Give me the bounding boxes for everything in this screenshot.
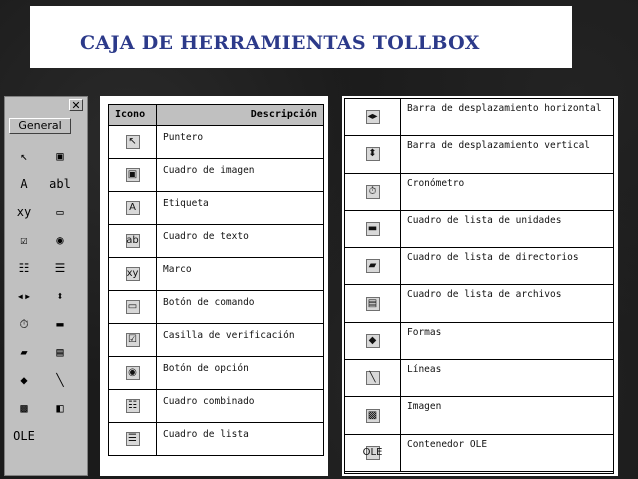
combobox-icon[interactable] (9, 255, 39, 281)
icon-cell (109, 324, 157, 356)
icon-cell (109, 225, 157, 257)
table-row (108, 258, 324, 291)
listbox-icon-glyph: ☰ (54, 261, 66, 275)
table-row (108, 225, 324, 258)
controls-table-right (342, 96, 618, 476)
table-row (108, 291, 324, 324)
icon-cell (345, 435, 401, 471)
command-button-icon[interactable] (45, 199, 75, 225)
icon-cell (109, 126, 157, 158)
icon-cell (109, 159, 157, 191)
table-row (108, 126, 324, 159)
listbox-icon: ☰ (126, 432, 140, 446)
table-row (345, 211, 613, 248)
icon-cell (345, 211, 401, 247)
description-cell: Puntero (163, 132, 204, 143)
filelist-icon-glyph: ▤ (56, 345, 64, 359)
timer-icon-glyph: ⏱ (19, 316, 29, 331)
command-button-icon-glyph: ▭ (56, 205, 64, 219)
checkbox-icon[interactable] (9, 227, 39, 253)
image-icon[interactable] (9, 395, 39, 421)
description-cell: Marco (163, 264, 192, 275)
description-cell: Cuadro de lista de archivos (407, 289, 562, 301)
description-cell: Formas (407, 326, 442, 338)
drivelist-icon[interactable] (45, 311, 75, 337)
icon-cell (109, 291, 157, 323)
drivelist-icon-glyph: ▬ (56, 317, 64, 331)
icon-cell (345, 174, 401, 210)
table-row (108, 159, 324, 192)
option-button-icon[interactable] (45, 227, 75, 253)
close-icon[interactable]: ✕ (69, 99, 83, 111)
icon-cell (109, 423, 157, 455)
table-row (108, 357, 324, 390)
table-row (108, 192, 324, 225)
toolbox-tools (9, 143, 85, 449)
pointer-icon: ↖ (126, 135, 140, 149)
ole-icon: OLE (362, 446, 383, 458)
image-icon-glyph: ▩ (20, 401, 28, 415)
checkbox-icon: ☑ (126, 333, 140, 347)
vscrollbar-icon-glyph: ⬍ (56, 289, 64, 303)
hscrollbar-icon: ◂▸ (367, 111, 378, 123)
table-row (345, 360, 613, 397)
timer-icon[interactable] (9, 311, 39, 337)
textbox-icon: ab (126, 235, 139, 246)
icon-cell (345, 360, 401, 396)
frame-icon-glyph: xy (16, 205, 32, 219)
picture-icon-glyph: ▣ (56, 149, 64, 163)
shape-icon: ◆ (366, 334, 380, 348)
timer-icon: ⏱ (366, 185, 380, 199)
description-cell: Cronómetro (407, 177, 465, 189)
description-cell: Cuadro de lista de directorios (407, 252, 579, 264)
table-header (108, 104, 324, 126)
ole-icon[interactable] (9, 423, 39, 449)
listbox-icon[interactable] (45, 255, 75, 281)
option-button-icon: ◉ (126, 366, 140, 380)
textbox-icon[interactable] (45, 171, 75, 197)
toolbox-window (4, 96, 88, 476)
icon-cell (109, 192, 157, 224)
table-row (108, 324, 324, 357)
icon-cell (109, 357, 157, 389)
description-cell: Etiqueta (163, 198, 209, 209)
icon-cell (345, 99, 401, 135)
drivelist-icon: ▬ (366, 222, 380, 236)
page-title: CAJA DE HERRAMIENTAS TOLLBOX (80, 32, 480, 54)
data-icon-glyph: ◧ (56, 401, 64, 415)
table-row (345, 248, 613, 285)
icon-cell (345, 397, 401, 433)
icon-cell (345, 323, 401, 359)
ole-icon-glyph: OLE (13, 429, 35, 443)
line-icon-glyph: ╲ (56, 373, 64, 387)
filelist-icon: ▤ (366, 297, 380, 311)
table-row (345, 285, 613, 322)
table-row (108, 390, 324, 423)
vscrollbar-icon[interactable] (45, 283, 75, 309)
line-icon: ╲ (366, 371, 380, 385)
image-icon: ▩ (366, 409, 380, 423)
textbox-icon-glyph: abl (49, 177, 71, 191)
hscrollbar-icon-glyph: ◂▸ (16, 289, 32, 303)
dirlist-icon-glyph: ▰ (20, 345, 28, 359)
table-row (345, 435, 613, 472)
description-cell: Cuadro de lista de unidades (407, 214, 562, 226)
filelist-icon[interactable] (45, 339, 75, 365)
title-banner (30, 6, 572, 68)
vscrollbar-icon: ⬍ (366, 147, 380, 161)
description-cell: Contenedor OLE (407, 438, 488, 450)
description-cell: Líneas (407, 364, 442, 376)
frame-icon: xy (126, 268, 139, 279)
header-icon: Icono (109, 105, 157, 125)
description-cell: Imagen (407, 401, 442, 413)
icon-cell (109, 390, 157, 422)
dirlist-icon: ▰ (366, 259, 380, 273)
table-row (345, 99, 613, 136)
toolbox-titlebar (5, 97, 87, 113)
table-row (345, 174, 613, 211)
shape-icon[interactable] (9, 367, 39, 393)
description-cell: Barra de desplazamiento horizontal (407, 103, 602, 114)
icon-cell (345, 248, 401, 284)
option-button-icon-glyph: ◉ (56, 233, 64, 247)
combobox-icon-glyph: ☷ (18, 261, 30, 275)
shape-icon-glyph: ◆ (20, 373, 28, 387)
description-cell: Cuadro combinado (163, 396, 255, 407)
picture-icon: ▣ (126, 168, 140, 182)
combobox-icon: ☷ (126, 399, 140, 413)
command-button-icon: ▭ (126, 300, 140, 314)
table-row (345, 397, 613, 434)
controls-table-left (100, 96, 328, 476)
table-row (345, 323, 613, 360)
dirlist-icon[interactable] (9, 339, 39, 365)
line-icon[interactable] (45, 367, 75, 393)
label-icon-glyph: A (20, 177, 28, 191)
label-icon: A (126, 201, 140, 215)
hscrollbar-icon[interactable] (9, 283, 39, 309)
description-cell: Botón de comando (163, 297, 255, 308)
header-description: Descripción (250, 109, 317, 120)
frame-icon[interactable] (9, 199, 39, 225)
description-cell: Botón de opción (163, 363, 249, 374)
icon-cell (345, 136, 401, 172)
description-cell: Cuadro de lista (163, 429, 249, 440)
checkbox-icon-glyph: ☑ (20, 233, 28, 247)
label-icon[interactable] (9, 171, 39, 197)
description-cell: Barra de desplazamiento vertical (407, 140, 591, 152)
table-row (345, 136, 613, 173)
pointer-icon-glyph: ↖ (20, 149, 28, 163)
table-row (108, 423, 324, 456)
pointer-icon[interactable] (9, 143, 39, 169)
description-cell: Cuadro de imagen (163, 165, 255, 176)
data-icon[interactable] (45, 395, 75, 421)
description-cell: Casilla de verificación (163, 330, 295, 341)
icon-cell (109, 258, 157, 290)
description-cell: Cuadro de texto (163, 231, 249, 242)
picture-icon[interactable] (45, 143, 75, 169)
tab-general[interactable]: General (9, 118, 71, 134)
icon-cell (345, 285, 401, 321)
